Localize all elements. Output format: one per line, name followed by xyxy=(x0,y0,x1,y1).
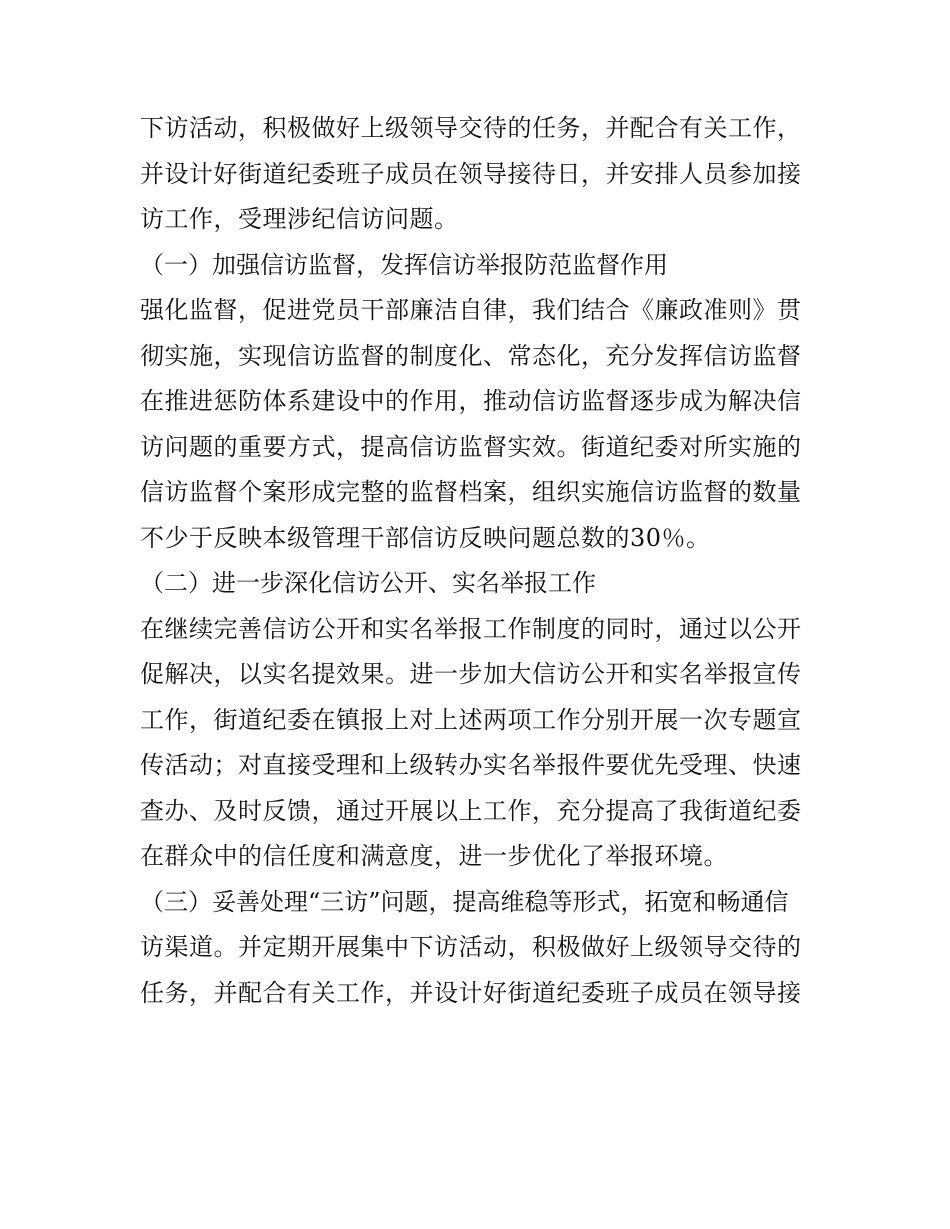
text-line: 下访活动，积极做好上级领导交待的任务，并配合有关工作， xyxy=(140,114,802,142)
text-line: 强化监督，促进党员干部廉洁自律，我们结合《廉政准则》贯 xyxy=(140,296,802,324)
text-line: 访工作，受理涉纪信访问题。 xyxy=(140,205,459,233)
text-line: 不少于反映本级管理干部信访反映问题总数的30％。 xyxy=(140,523,711,552)
text-line: 信访监督个案形成完整的监督档案，组织实施信访监督的数量 xyxy=(140,478,802,506)
text-line: 促解决，以实名提效果。进一步加大信访公开和实名举报宣传 xyxy=(140,660,802,688)
text-line: 在群众中的信任度和满意度，进一步优化了举报环境。 xyxy=(140,842,728,870)
section-heading-2: （二）进一步深化信访公开、实名举报工作 xyxy=(140,569,596,597)
text-line: 在推进惩防体系建设中的作用，推动信访监督逐步成为解决信 xyxy=(140,387,802,415)
text-line: 工作，街道纪委在镇报上对上述两项工作分别开展一次专题宣 xyxy=(140,705,802,734)
text-line: 在继续完善信访公开和实名举报工作制度的同时，通过以公开 xyxy=(140,614,802,643)
section-heading-3: （三）妥善处理“三访”问题，提高维稳等形式，拓宽和畅通信 xyxy=(140,887,789,916)
text-line: 并设计好街道纪委班子成员在领导接待日，并安排人员参加接 xyxy=(140,159,802,188)
text-line: 访问题的重要方式，提高信访监督实效。街道纪委对所实施的 xyxy=(140,432,802,461)
text-line: 查办、及时反馈，通过开展以上工作，充分提高了我街道纪委 xyxy=(140,796,802,825)
text-line: 彻实施，实现信访监督的制度化、常态化，充分发挥信访监督 xyxy=(140,341,802,370)
text-line: 任务，并配合有关工作，并设计好街道纪委班子成员在领导接 xyxy=(140,978,802,1007)
text-line: 传活动；对直接受理和上级转办实名举报件要优先受理、快速 xyxy=(140,751,802,779)
document-body xyxy=(140,106,812,1016)
text-line: 访渠道。并定期开展集中下访活动，积极做好上级领导交待的 xyxy=(140,933,802,961)
section-heading-1: （一）加强信访监督，发挥信访举报防范监督作用 xyxy=(140,250,668,279)
